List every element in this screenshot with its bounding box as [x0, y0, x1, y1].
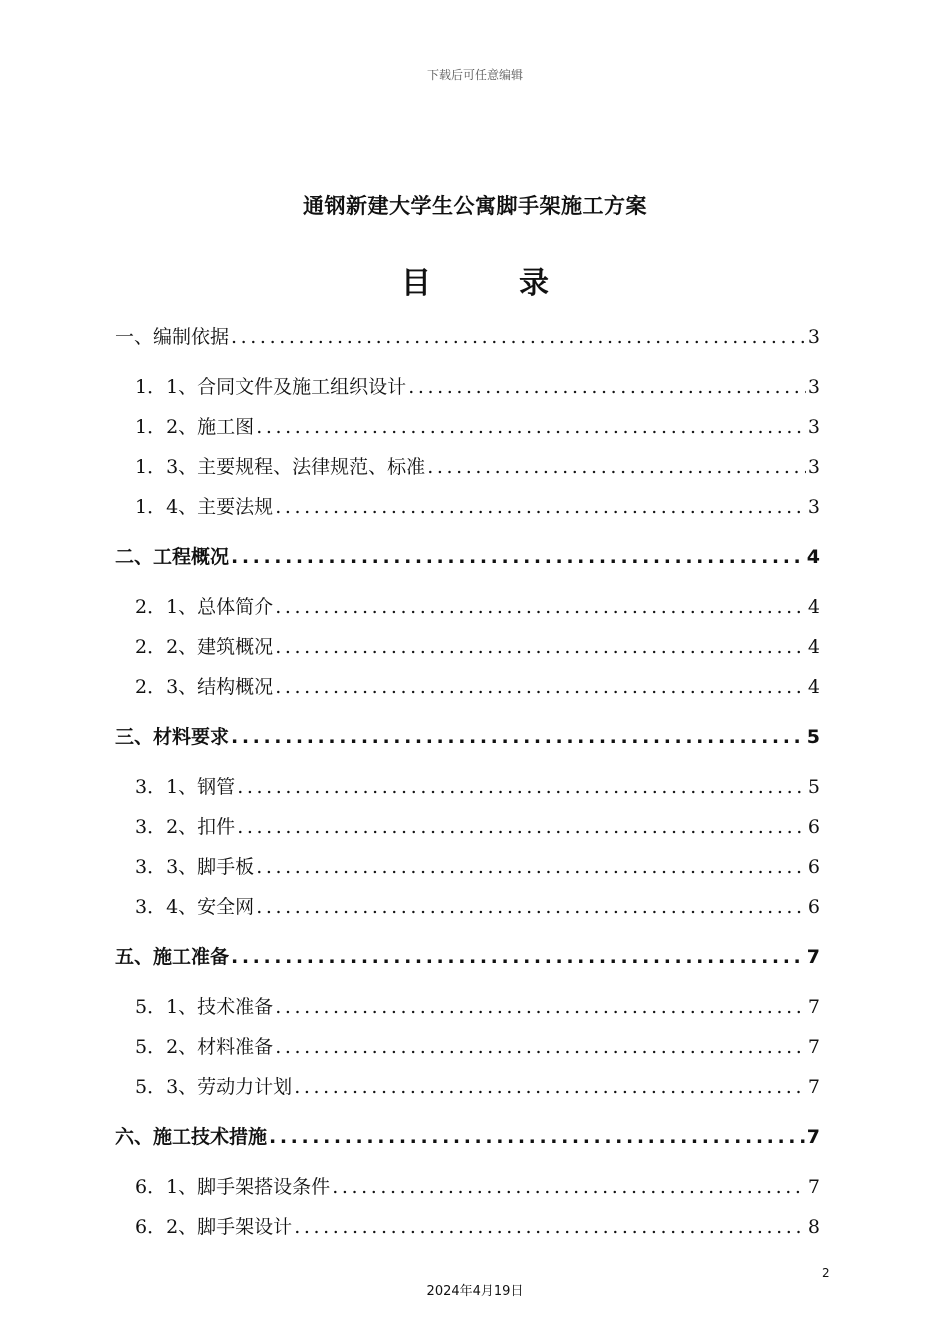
- toc-dot-leader: [275, 676, 806, 698]
- toc-entry-page: 3: [807, 456, 820, 478]
- page-number: 2: [822, 1266, 830, 1280]
- toc-entry-label: 3．1、钢管: [135, 776, 236, 798]
- toc-entry-label: 2．3、结构概况: [135, 676, 274, 698]
- toc-entry-page: 7: [806, 1126, 820, 1148]
- toc-entry-page: 7: [807, 1076, 820, 1098]
- toc-dot-leader: [231, 546, 805, 568]
- toc-entry-page: 4: [807, 676, 820, 698]
- toc-dot-leader: [237, 816, 806, 838]
- toc-entry-label: 3．2、扣件: [135, 816, 236, 838]
- toc-entry-page: 3: [807, 376, 820, 398]
- toc-entry-label: 三、材料要求: [115, 726, 230, 748]
- toc-entry-page: 6: [807, 816, 820, 838]
- toc-subsection-entry[interactable]: [115, 632, 820, 658]
- toc-entry-page: 3: [807, 326, 820, 348]
- toc-dot-leader: [275, 596, 806, 618]
- toc-subsection-entry[interactable]: [115, 372, 820, 398]
- toc-heading-char-2: 录: [519, 266, 549, 301]
- toc-entry-page: 7: [807, 1176, 820, 1198]
- toc-entry-page: 3: [807, 496, 820, 518]
- toc-entry-page: 6: [807, 856, 820, 878]
- toc-entry-page: 4: [806, 546, 820, 568]
- toc-dot-leader: [294, 1216, 806, 1238]
- toc-entry-label: 五、施工准备: [115, 946, 230, 968]
- toc-dot-leader: [275, 1036, 806, 1058]
- toc-subsection-entry[interactable]: [115, 812, 820, 838]
- toc-section-entry[interactable]: [115, 542, 820, 568]
- toc-subsection-entry[interactable]: [115, 492, 820, 518]
- toc-heading: [0, 258, 950, 302]
- toc-subsection-entry[interactable]: [115, 672, 820, 698]
- toc-dot-leader: [231, 946, 805, 968]
- toc-dot-leader: [408, 376, 806, 398]
- toc-subsection-entry[interactable]: [115, 772, 820, 798]
- toc-dot-leader: [332, 1176, 806, 1198]
- toc-subsection-entry[interactable]: [115, 892, 820, 918]
- toc-entry-label: 1．4、主要法规: [135, 496, 274, 518]
- toc-entry-page: 4: [807, 596, 820, 618]
- toc-dot-leader: [275, 636, 806, 658]
- toc-entry-page: 8: [807, 1216, 820, 1238]
- toc-section-entry[interactable]: [115, 1122, 820, 1148]
- toc-entry-label: 5．3、劳动力计划: [135, 1076, 293, 1098]
- toc-entry-label: 六、施工技术措施: [115, 1126, 268, 1148]
- toc-dot-leader: [231, 326, 806, 348]
- toc-dot-leader: [269, 1126, 805, 1148]
- toc-subsection-entry[interactable]: [115, 1212, 820, 1238]
- toc-entry-page: 6: [807, 896, 820, 918]
- toc-dot-leader: [231, 726, 805, 748]
- toc-entry-label: 1．2、施工图: [135, 416, 255, 438]
- header-note: 下载后可任意编辑: [426, 68, 523, 82]
- toc-entry-label: 3．4、安全网: [135, 896, 255, 918]
- toc-entry-page: 4: [807, 636, 820, 658]
- toc-dot-leader: [275, 996, 806, 1018]
- toc-entry-label: 6．2、脚手架设计: [135, 1216, 293, 1238]
- toc-entry-label: 2．1、总体简介: [135, 596, 274, 618]
- toc-dot-leader: [427, 456, 806, 478]
- toc-subsection-entry[interactable]: [115, 412, 820, 438]
- toc-entry-page: 7: [807, 996, 820, 1018]
- toc-section-entry[interactable]: [115, 722, 820, 748]
- toc-entry-label: 1．3、主要规程、法律规范、标准: [135, 456, 426, 478]
- toc-entry-page: 3: [807, 416, 820, 438]
- toc-subsection-entry[interactable]: [115, 452, 820, 478]
- toc-entry-label: 一、编制依据: [115, 326, 230, 348]
- toc-entry-label: 3．3、脚手板: [135, 856, 255, 878]
- toc-subsection-entry[interactable]: [115, 592, 820, 618]
- toc-dot-leader: [256, 856, 806, 878]
- toc-heading-char-1: 目: [401, 266, 431, 301]
- toc-entry-page: 5: [806, 726, 820, 748]
- toc-dot-leader: [237, 776, 806, 798]
- toc-entry-page: 7: [806, 946, 820, 968]
- toc-entry-page: 5: [807, 776, 820, 798]
- footer-date: 2024年4月19日: [426, 1284, 524, 1299]
- toc-entry-page: 7: [807, 1036, 820, 1058]
- toc-subsection-entry[interactable]: [115, 1172, 820, 1198]
- toc-dot-leader: [256, 416, 806, 438]
- toc-dot-leader: [294, 1076, 806, 1098]
- toc-entry-label: 二、工程概况: [115, 546, 230, 568]
- toc-entry-label: 6．1、脚手架搭设条件: [135, 1176, 331, 1198]
- toc-dot-leader: [256, 896, 806, 918]
- toc-subsection-entry[interactable]: [115, 992, 820, 1018]
- toc-entry-label: 1．1、合同文件及施工组织设计: [135, 376, 407, 398]
- toc-subsection-entry[interactable]: [115, 1032, 820, 1058]
- toc-section-entry[interactable]: [115, 942, 820, 968]
- toc-section-entry[interactable]: [115, 322, 820, 348]
- toc-entry-label: 5．1、技术准备: [135, 996, 274, 1018]
- toc-subsection-entry[interactable]: [115, 852, 820, 878]
- toc-subsection-entry[interactable]: [115, 1072, 820, 1098]
- toc-entry-label: 5．2、材料准备: [135, 1036, 274, 1058]
- document-title: 通钢新建大学生公寓脚手架施工方案: [303, 194, 647, 218]
- toc-entry-label: 2．2、建筑概况: [135, 636, 274, 658]
- toc-dot-leader: [275, 496, 806, 518]
